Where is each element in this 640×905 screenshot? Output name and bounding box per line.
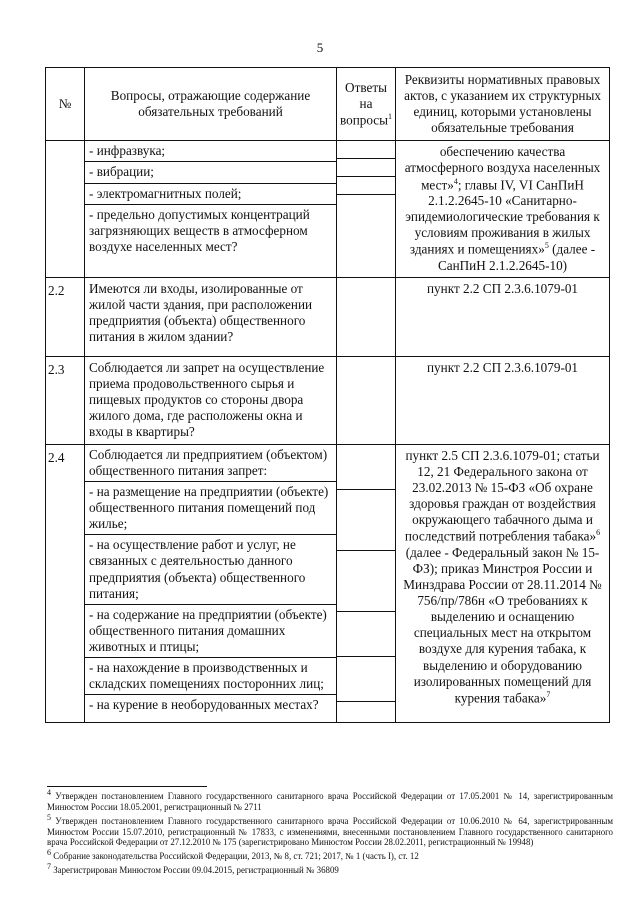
row-number: 2.2 [46,277,85,356]
footnote-ref-1: 1 [388,112,393,122]
question-cell [85,141,337,278]
answer-subcell[interactable] [337,702,395,722]
footnote-mark: 4 [47,788,51,797]
answer-subcell[interactable] [337,490,395,551]
question-cell: Имеются ли входы, изолированные от жилой части здания, при расположении предприятия (объекта) общественного питания в жилом здании? [85,277,337,356]
footnote-mark: 7 [47,862,51,872]
answer-subcell[interactable] [337,177,395,195]
footnote-text: Зарегистрирован Минюстом России 09.04.2015, регистрационный № 36809 [51,865,339,876]
table-row [46,356,610,444]
footnote-text: Утвержден постановлением Главного государственного санитарного врача Российской Федерации от 10.06.2010 № 64, зарегистрированным Минюстом России 15.07.2010, регистрационный № 17833, с изменениями, внесенными постановлением Главного государственного санитарного врача Российской Федерации от 27.12.2010 № 175 (зарегистрировано Минюстом России 28.02.2011, регистрационный № 19948) [47,815,613,848]
requisites-cell: пункт 2.2 СП 2.3.6.1079-01 [396,356,610,444]
table-header-row [46,68,610,141]
question-cell: Соблюдается ли запрет на осуществление приема продовольственного сырья и пищевых продуктов со стороны двора жилого дома, где расположены окна и входы в квартиры? [85,356,337,444]
footnote-ref-5: 5 [544,241,549,251]
list-item: Соблюдается ли предприятием (объектом) общественного питания запрет: [85,445,336,482]
footnote [47,813,613,849]
footnote-text: Утвержден постановлением Главного государственного санитарного врача Российской Федерации от 17.05.2001 № 14, зарегистрированным Минюстом России 18.05.2001, регистрационный № 2711 [47,790,613,812]
answer-cell[interactable] [337,356,396,444]
header-answers [337,68,396,141]
footnote-separator [47,786,207,787]
table-row [46,444,610,722]
footnote-ref-7: 7 [546,689,551,699]
list-item: - на содержание на предприятии (объекте) общественного питания домашних животных и птицы; [85,605,336,658]
answer-subcell[interactable] [337,195,395,255]
list-item: - на осуществление работ и услуг, не связанных с деятельностью данного предприятия (объекта) общественного питания; [85,535,336,604]
footnote [47,848,613,862]
row-number: 2.3 [46,356,85,444]
answer-subcell[interactable] [337,657,395,702]
header-number: № [46,68,85,141]
footnote-ref-4: 4 [453,176,458,186]
footnote-mark: 6 [47,848,51,858]
requisites-text: (далее - Федеральный закон № 15-ФЗ); приказ Минстроя России и Минздрава России от 28.11.2014 № 756/пр/786н «О требованиях к выделению и оснащению специальных мест на открытом воздухе для курения табака, к выделению и оборудованию изолированных помещений для курения табака» [403,544,602,706]
requisites-text: ; главы IV, VI СанПиН 2.1.2.2645-10 «Санитарно-эпидемиологические требования к условиям проживания в жилых зданиях и помещениях» [405,176,600,257]
answer-subcell[interactable] [337,141,395,159]
requisites-text: (далее - СанПиН 2.1.2.2645-10) [437,241,596,273]
requisites-cell [396,444,610,722]
header-requisites: Реквизиты нормативных правовых актов, с указанием их структурных единиц, которыми установлены обязательные требования [396,68,610,141]
list-item: - на курение в необорудованных местах? [89,697,319,713]
row-number [46,141,85,278]
answer-cell[interactable] [337,277,396,356]
requisites-text: обеспечению качества атмосферного воздуха населенных мест» [404,144,601,192]
footnote [47,788,613,813]
footnotes [47,788,613,876]
footnote [47,862,613,876]
answer-subcell[interactable] [337,612,395,657]
answer-subcell[interactable] [337,159,395,177]
table-row [46,277,610,356]
list-item: - электромагнитных полей; [85,184,336,205]
answer-subcell[interactable] [337,445,395,490]
list-item: - инфразвука; [85,141,336,162]
requisites-cell [396,141,610,278]
header-answers-line2: вопросы [340,112,389,128]
requisites-cell: пункт 2.2 СП 2.3.6.1079-01 [396,277,610,356]
requisites-text: пункт 2.5 СП 2.3.6.1079-01; статьи 12, 21 Федерального закона от 23.02.2013 № 15-ФЗ «Об охране здоровья граждан от воздействия окружающего табачного дыма и последствий потребления табака» [404,447,600,544]
row-number: 2.4 [46,444,85,722]
answer-cell[interactable] [337,141,396,278]
header-answers-line1: Ответы на [345,79,387,111]
answer-cell[interactable] [337,444,396,722]
footnote-text: Собрание законодательства Российской Федерации, 2013, № 8, ст. 721; 2017, № 1 (часть I), ст. 12 [51,851,419,862]
table-row [46,141,610,278]
list-item: - вибрации; [85,162,336,183]
list-item: - на размещение на предприятии (объекте) общественного питания помещений под жилье; [85,482,336,535]
header-questions: Вопросы, отражающие содержание обязательных требований [85,68,337,141]
question-cell [85,444,337,722]
answer-subcell[interactable] [337,551,395,612]
requirements-table [45,67,610,723]
footnote-mark: 5 [47,812,51,822]
list-item: - предельно допустимых концентраций загрязняющих веществ в атмосферном воздухе населенных мест? [89,206,310,254]
footnote-ref-6: 6 [596,528,601,538]
list-item: - на нахождение в производственных и складских помещениях посторонних лиц; [85,658,336,695]
page-number: 5 [316,40,324,55]
